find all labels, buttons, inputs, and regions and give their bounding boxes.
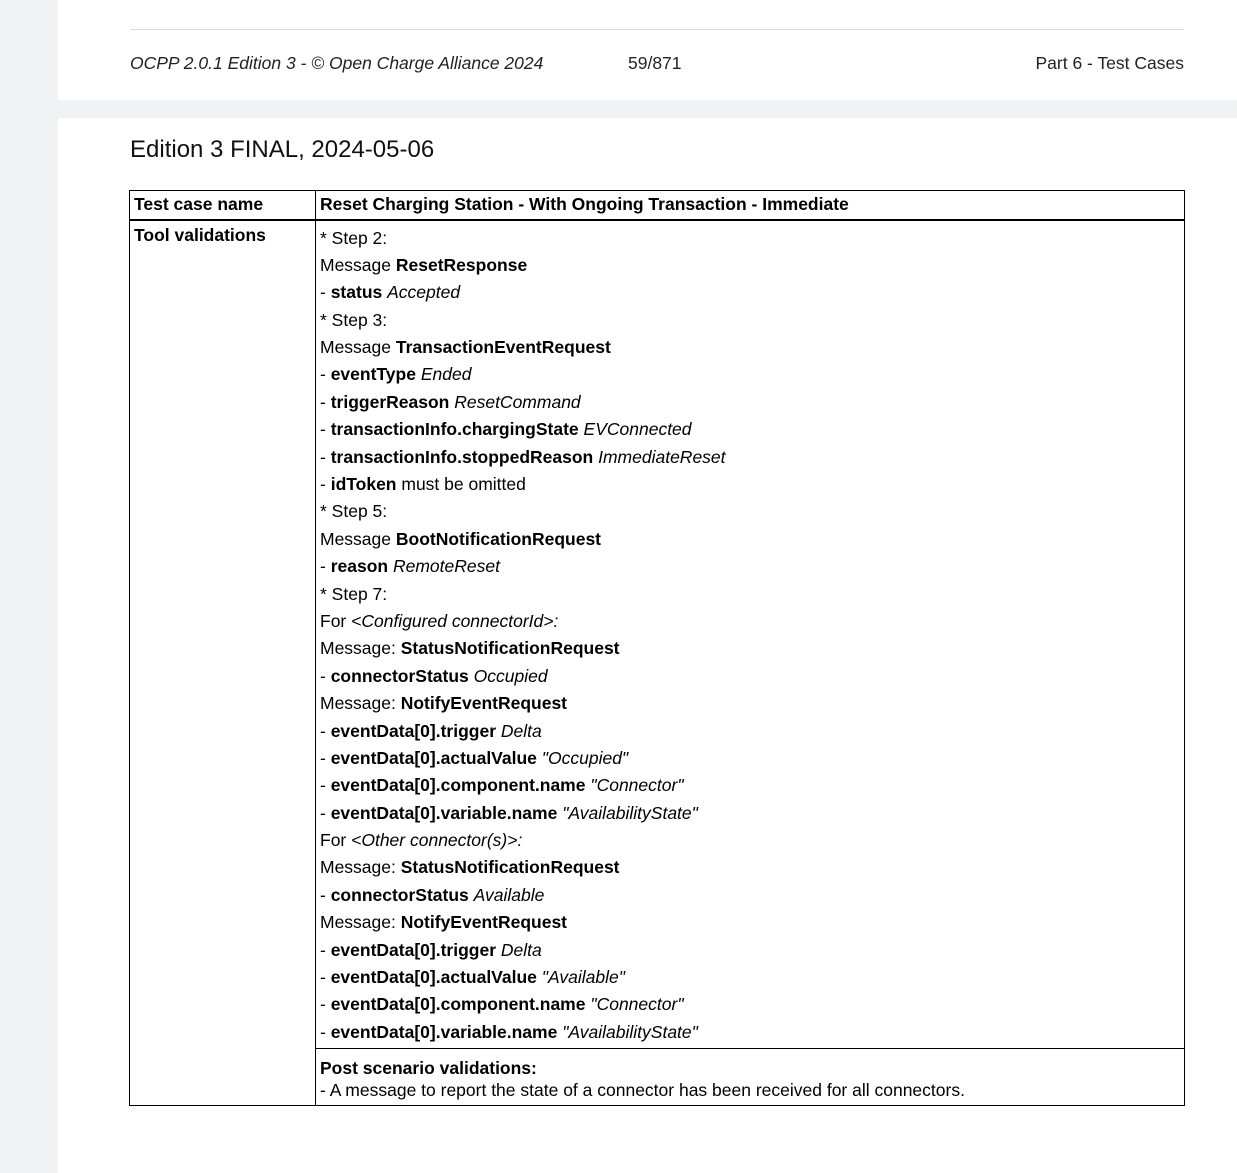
document-title: OCPP 2.0.1 Edition 3 - © Open Charge Alliance 2024 bbox=[130, 53, 544, 73]
page-top-panel bbox=[58, 0, 1237, 100]
validation-line: Message: NotifyEventRequest bbox=[320, 693, 568, 714]
validation-line: * Step 3: bbox=[320, 309, 388, 330]
post-scenario-cell bbox=[316, 1049, 1185, 1106]
edition-heading: Edition 3 FINAL, 2024-05-06 bbox=[130, 136, 435, 163]
validation-line: Message: NotifyEventRequest bbox=[320, 912, 568, 933]
tool-validations-label: Tool validations bbox=[130, 220, 316, 1106]
validation-line: Message ResetResponse bbox=[320, 254, 528, 275]
validation-line: For <Configured connectorId>: bbox=[320, 610, 559, 631]
validation-line: - eventType Ended bbox=[320, 364, 472, 385]
document-part: Part 6 - Test Cases bbox=[1035, 53, 1184, 73]
validation-line: - eventData[0].variable.name "AvailabilityState" bbox=[320, 802, 698, 823]
validation-line: - eventData[0].actualValue "Occupied" bbox=[320, 747, 629, 768]
test-case-name-row bbox=[130, 191, 1185, 220]
validation-line: * Step 5: bbox=[320, 501, 388, 522]
validation-line: - reason RemoteReset bbox=[320, 556, 500, 577]
validation-line: Message TransactionEventRequest bbox=[320, 337, 611, 358]
validation-line: - connectorStatus Available bbox=[320, 884, 545, 905]
validation-line: - status Accepted bbox=[320, 282, 461, 303]
validation-line: - connectorStatus Occupied bbox=[320, 665, 548, 686]
validation-line: - triggerReason ResetCommand bbox=[320, 391, 581, 412]
validation-line: Message: StatusNotificationRequest bbox=[320, 638, 620, 659]
test-case-name-label: Test case name bbox=[130, 191, 316, 220]
page-number: 59/871 bbox=[628, 53, 682, 73]
validation-line: - eventData[0].actualValue "Available" bbox=[320, 967, 625, 988]
validation-line: - eventData[0].trigger Delta bbox=[320, 939, 542, 960]
tool-validations-row bbox=[130, 220, 1185, 1049]
validation-line: Message: StatusNotificationRequest bbox=[320, 857, 620, 878]
validation-line: Message BootNotificationRequest bbox=[320, 528, 602, 549]
validation-line: * Step 2: bbox=[320, 227, 388, 248]
validation-line: - eventData[0].component.name "Connector" bbox=[320, 775, 684, 796]
validation-line: - transactionInfo.stoppedReason ImmediateReset bbox=[320, 446, 726, 467]
validation-line: - eventData[0].variable.name "AvailabilityState" bbox=[320, 1021, 698, 1042]
validation-line: - transactionInfo.chargingState EVConnected bbox=[320, 419, 692, 440]
tool-validations-content bbox=[316, 220, 1185, 1049]
validation-line: For <Other connector(s)>: bbox=[320, 830, 523, 851]
validation-line: - idToken must be omitted bbox=[320, 474, 526, 495]
post-scenario-text: - A message to report the state of a connector has been received for all connectors. bbox=[320, 1080, 965, 1101]
post-scenario-title: Post scenario validations: bbox=[320, 1058, 537, 1079]
test-case-table bbox=[129, 190, 1185, 1106]
header-divider bbox=[130, 29, 1184, 30]
validation-line: - eventData[0].component.name "Connector" bbox=[320, 994, 684, 1015]
test-case-name-value: Reset Charging Station - With Ongoing Transaction - Immediate bbox=[316, 191, 1185, 220]
validation-line: * Step 7: bbox=[320, 583, 388, 604]
validation-line: - eventData[0].trigger Delta bbox=[320, 720, 542, 741]
